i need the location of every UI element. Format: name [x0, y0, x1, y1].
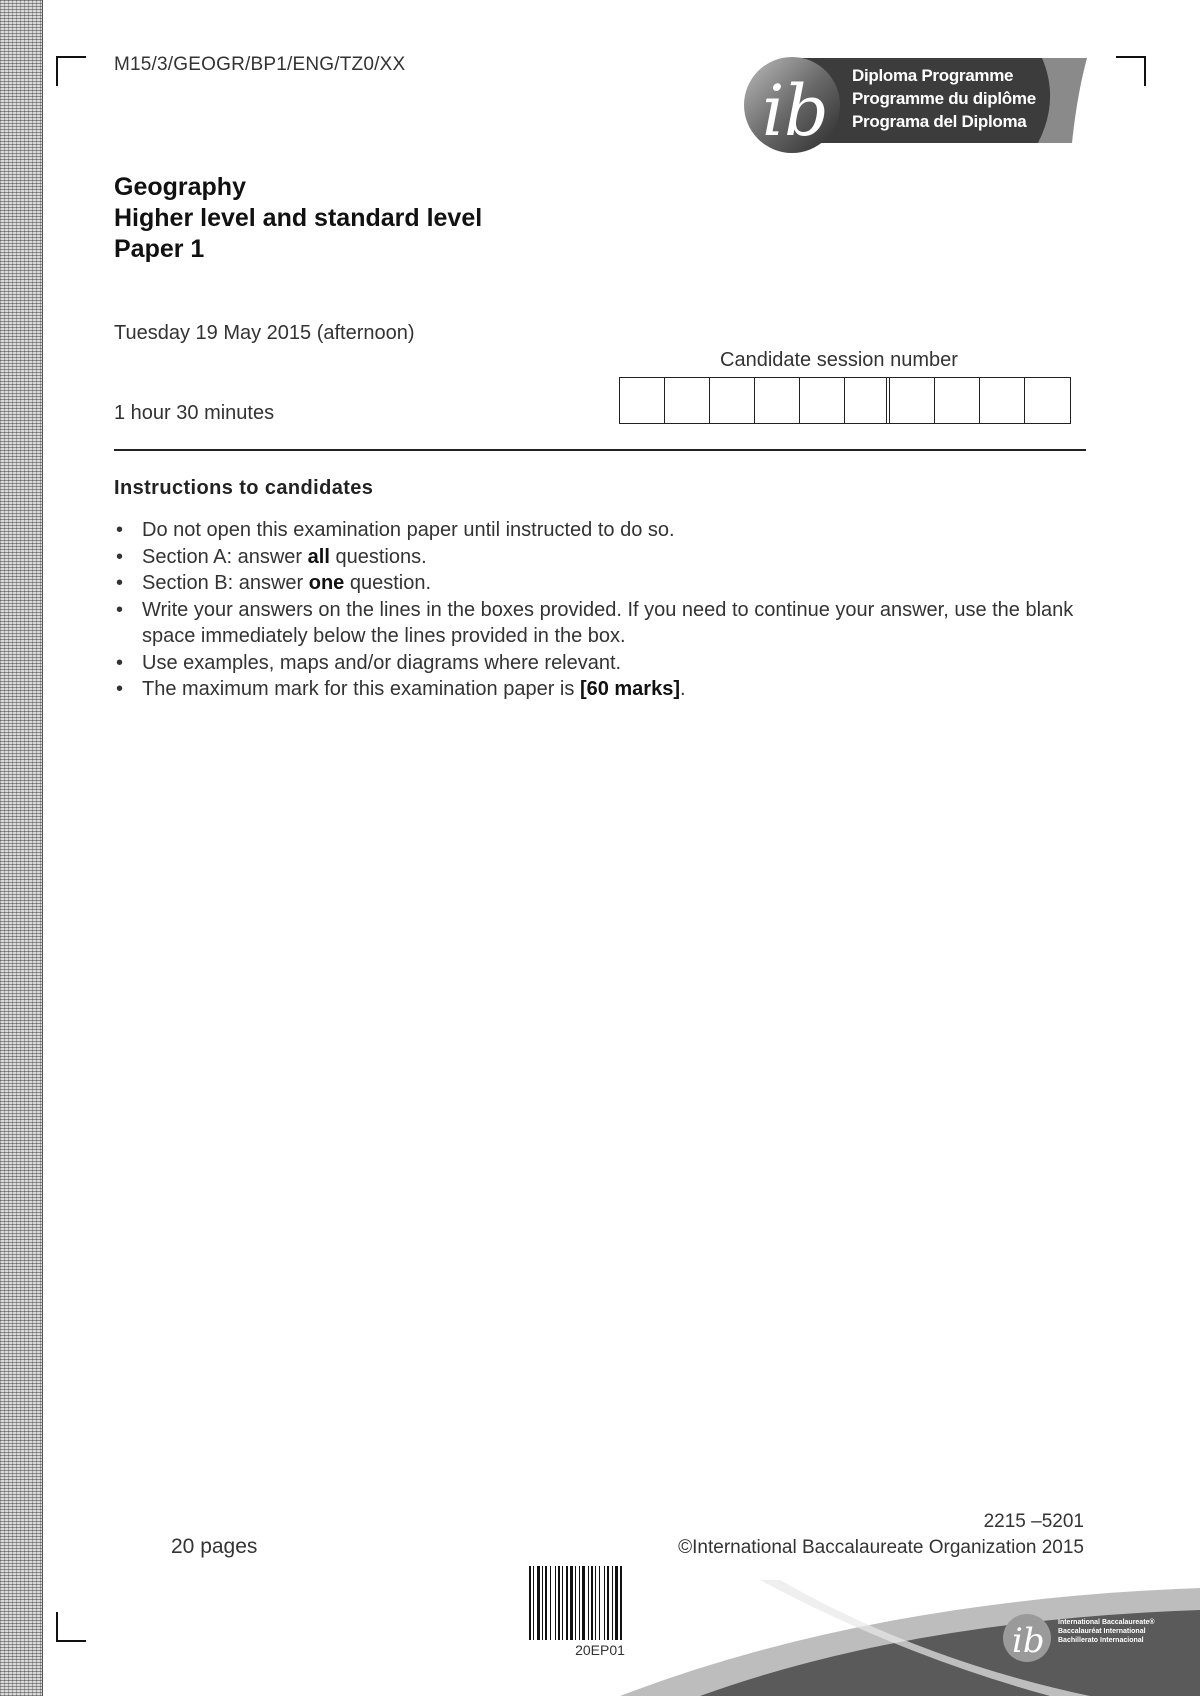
- instruction-emphasis: one: [308, 572, 345, 594]
- barcode-bar: [566, 1566, 568, 1640]
- ib-logo-text: [852, 64, 1036, 133]
- ibo-line: International Baccalaureate®: [1058, 1619, 1155, 1626]
- svg-text:ib: ib: [1012, 1621, 1045, 1661]
- candidate-session-digit-box[interactable]: [620, 378, 665, 423]
- title-block: [114, 172, 482, 265]
- instruction-emphasis: all: [307, 545, 330, 568]
- barcode-bar: [537, 1566, 540, 1640]
- barcode-bar: [550, 1566, 551, 1640]
- barcode-bar: [615, 1566, 618, 1640]
- barcode-bar: [604, 1566, 605, 1640]
- instruction-text: Section B: answer: [142, 572, 309, 594]
- candidate-session-digit-box[interactable]: [755, 378, 800, 423]
- crop-mark-top-left: [56, 56, 86, 86]
- subject-title: Geography: [114, 173, 246, 201]
- paper-title: Paper 1: [114, 235, 205, 263]
- instruction-text: questions.: [329, 545, 427, 568]
- barcode-bar: [612, 1566, 613, 1640]
- barcode-bar: [591, 1566, 593, 1640]
- ib-diploma-logo: [742, 55, 1090, 155]
- instruction-item: [114, 544, 1074, 571]
- crop-mark-bottom-left: [56, 1612, 86, 1642]
- candidate-session-digit-box[interactable]: [800, 378, 845, 423]
- candidate-session-digit-box[interactable]: [665, 378, 710, 423]
- paper-code: M15/3/GEOGR/BP1/ENG/TZ0/XX: [114, 54, 406, 75]
- barcode-bar: [570, 1566, 573, 1640]
- instruction-text: question.: [344, 572, 432, 594]
- barcode-bar: [588, 1566, 589, 1640]
- candidate-session-digit-box[interactable]: [1025, 378, 1070, 423]
- barcode-bar: [533, 1566, 534, 1640]
- instruction-item: [114, 650, 1074, 677]
- header-divider: [114, 449, 1086, 451]
- reference-code: 2215 –5201: [983, 1511, 1084, 1532]
- level-title: Higher level and standard level: [114, 204, 483, 232]
- svg-text:i: i: [762, 70, 785, 152]
- instruction-text: Use examples, maps and/or diagrams where relevant.: [142, 651, 622, 674]
- candidate-session-digit-box[interactable]: [890, 378, 935, 423]
- instruction-item: [114, 517, 1074, 544]
- candidate-session-digit-box[interactable]: [980, 378, 1025, 423]
- instruction-text: The maximum mark for this examination paper is: [142, 678, 580, 700]
- barcode-bar: [529, 1566, 531, 1640]
- exam-date: Tuesday 19 May 2015 (afternoon): [114, 322, 415, 344]
- barcode-bar: [542, 1566, 543, 1640]
- ib-logo-line: Programme du diplôme: [852, 89, 1036, 108]
- ib-logo-line: Programa del Diploma: [852, 112, 1027, 131]
- barcode-number: 20EP01: [575, 1642, 625, 1658]
- svg-text:b: b: [784, 70, 829, 152]
- copyright-notice: ©International Baccalaureate Organization 2015: [678, 1537, 1084, 1558]
- instruction-item: [114, 570, 1074, 597]
- page-count: 20 pages: [171, 1535, 258, 1558]
- candidate-session-digit-box[interactable]: [845, 378, 890, 423]
- ibo-line: Bachillerato Internacional: [1058, 1637, 1144, 1644]
- instruction-text: .: [680, 678, 686, 700]
- instruction-text: Do not open this examination paper until instructed to do so.: [142, 519, 675, 541]
- instructions-list: [114, 517, 1074, 703]
- exam-duration: 1 hour 30 minutes: [114, 402, 275, 424]
- barcode-bar: [582, 1566, 585, 1640]
- barcode-bar: [558, 1566, 560, 1640]
- barcode-bar: [595, 1566, 596, 1640]
- instruction-emphasis: [60 marks]: [579, 678, 680, 700]
- barcode-bar: [599, 1566, 600, 1640]
- barcode-bar: [555, 1566, 556, 1640]
- barcode-bar: [575, 1566, 576, 1640]
- instruction-item: [114, 676, 1074, 703]
- ibo-line: Baccalauréat International: [1058, 1628, 1146, 1635]
- barcode-bar: [562, 1566, 563, 1640]
- instruction-text: Write your answers on the lines in the boxes provided. If you need to continue your answer, use the blank space immediately below the lines provided in the box.: [142, 598, 1074, 647]
- binding-strip: [0, 0, 43, 1696]
- barcode-bar: [545, 1566, 547, 1640]
- ib-logo-line: Diploma Programme: [852, 66, 1014, 85]
- barcode-bar: [579, 1566, 580, 1640]
- instructions-heading: Instructions to candidates: [114, 477, 374, 499]
- crop-mark-top-right: [1116, 56, 1146, 86]
- candidate-session-label: Candidate session number: [720, 349, 958, 371]
- instruction-item: [114, 597, 1074, 650]
- candidate-session-digit-box[interactable]: [710, 378, 755, 423]
- candidate-session-boxes[interactable]: [619, 377, 1071, 424]
- barcode-bar: [607, 1566, 609, 1640]
- ibo-footer-text: [1058, 1618, 1155, 1645]
- instruction-text: Section A: answer: [142, 545, 308, 568]
- candidate-session-digit-box[interactable]: [935, 378, 980, 423]
